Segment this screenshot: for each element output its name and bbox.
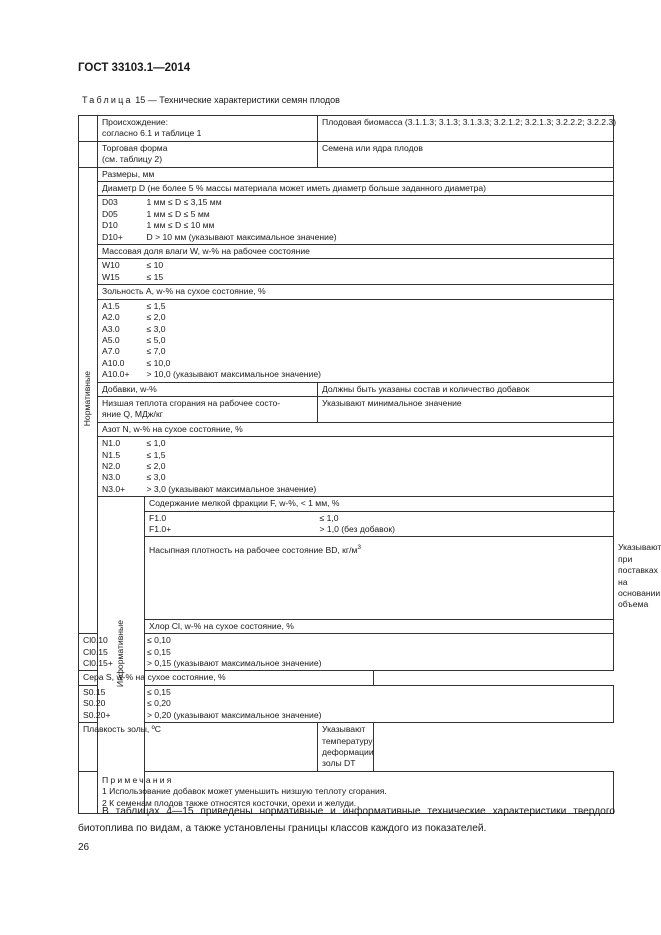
fines-header: Содержание мелкой фракции F, w-%, < 1 мм, %	[145, 497, 614, 511]
ash-codes: A1.5 A2.0 A3.0 A5.0 A7.0 A10.0 A10.0+	[98, 299, 145, 382]
size-header: Размеры, мм	[98, 167, 614, 181]
form-label-line-1: Торговая форма	[102, 142, 168, 153]
form-label	[98, 141, 318, 167]
ash-classes-row	[79, 299, 614, 382]
sulfur-header: Сера S, w-% на сухое состояние, %	[79, 671, 374, 685]
form-value: Семена или ядра плодов	[318, 141, 614, 167]
density-row: Насыпная плотность на рабочее состояние BD, $кг/м^3$ Указывают при поставках на основании объема	[79, 537, 614, 619]
body-paragraph: В таблицах 4—15 приведены нормативные и информативные технические характеристики твердого биотоплива по видам, а также установлены границы классов каждого из показателей.	[78, 806, 615, 834]
diameter-classes-row	[79, 196, 614, 245]
form-label-line-2: (см. таблицу 2)	[102, 154, 163, 165]
ash-header: Зольность A, w-% на сухое состояние, %	[98, 285, 614, 299]
ash-values: ≤ 1,5 ≤ 2,0 ≤ 3,0 ≤ 5,0 ≤ 7,0 ≤ 10,0 > 10,0 (указывают максимальное значение)	[145, 299, 614, 382]
moisture-header: Массовая доля влаги W, w-% на рабочее состояние	[98, 245, 614, 259]
sulfur-header-row	[79, 671, 614, 685]
moisture-classes-row	[79, 259, 614, 285]
density-label: Насыпная плотность на рабочее состояние BD, $кг/м^3$	[145, 537, 614, 619]
informative-group-label: Информативные	[98, 497, 145, 814]
chlorine-values: ≤ 0,10 ≤ 0,15 > 0,15 (указывают максимальное значение)	[145, 634, 614, 671]
spec-table	[78, 115, 661, 814]
origin-row	[79, 116, 614, 142]
chlorine-header-row	[79, 619, 614, 633]
calorific-row	[79, 396, 614, 422]
fines-header-row	[79, 497, 614, 511]
nitrogen-header-row	[79, 422, 614, 436]
additives-row	[79, 382, 614, 396]
origin-label	[98, 116, 318, 142]
fines-values: ≤ 1,0 > 1,0 (без добавок)	[318, 511, 614, 537]
ash-melt-row	[79, 723, 614, 772]
chlorine-classes-row	[79, 634, 614, 671]
document-title: ГОСТ 33103.1—2014	[78, 62, 191, 74]
ash-melt-label: Плавкость золы, ºС	[79, 723, 318, 772]
density-unit-sup: 3	[357, 544, 361, 552]
moisture-header-row	[79, 245, 614, 259]
fines-classes-row	[79, 511, 614, 537]
origin-value: Плодовая биомасса (3.1.1.3; 3.1.3; 3.1.3.3; 3.2.1.2; 3.2.1.3; 3.2.2.2; 3.2.2.3)	[318, 116, 614, 142]
note-1: 1 Использование добавок может уменьшить низшую теплоту сгорания.	[102, 786, 387, 797]
origin-label-line-2: согласно 6.1 и таблице 1	[102, 128, 202, 139]
blank-cell	[79, 116, 98, 142]
form-row	[79, 141, 614, 167]
additives-label: Добавки, w-%	[98, 382, 318, 396]
moisture-values: ≤ 10 ≤ 15	[145, 259, 614, 285]
chlorine-header: Хлор Cl, w-% на сухое состояние, %	[145, 619, 614, 633]
ash-melt-value: Указывают температуру деформации золы DT	[318, 723, 374, 772]
diameter-codes: D03 D05 D10 D10+	[98, 196, 145, 245]
normative-group-label: Нормативные	[79, 167, 98, 634]
nitrogen-header: Азот N, w-% на сухое состояние, %	[98, 422, 614, 436]
note-2: 2 К семенам плодов также относятся косточки, орехи и желуди.	[102, 797, 357, 808]
nitrogen-classes-row	[79, 437, 614, 497]
blank-cell	[79, 141, 98, 167]
nitrogen-codes: N1.0 N1.5 N2.0 N3.0 N3.0+	[98, 437, 145, 497]
nitrogen-values: ≤ 1,0 ≤ 1,5 ≤ 2,0 ≤ 3,0 > 3,0 (указывают максимальное значение)	[145, 437, 614, 497]
moisture-codes: W10 W15	[98, 259, 145, 285]
page-number: 26	[78, 842, 90, 853]
diameter-values: 1 мм ≤ D ≤ 3,15 мм 1 мм ≤ D ≤ 5 мм 1 мм ≤ D ≤ 10 мм D > 10 мм (указывают максимальное значение)	[145, 196, 614, 245]
chlorine-codes: Cl0.10 Cl0.15 Cl0.15+	[79, 634, 98, 671]
diameter-header: Диаметр D (не более 5 % массы материала может иметь диаметр больше заданного диаметра)	[98, 182, 614, 196]
size-header-row	[79, 167, 614, 181]
ash-header-row	[79, 285, 614, 299]
sulfur-classes-row	[79, 685, 614, 722]
fines-codes: F1.0 F1.0+	[145, 511, 318, 537]
sulfur-codes: S0.15 S0.20 S0.20+	[79, 685, 98, 722]
sulfur-values: ≤ 0,15 ≤ 0,20 > 0,20 (указывают максимальное значение)	[145, 685, 614, 722]
caption-text: 15 — Технические характеристики семян плодов	[132, 95, 340, 105]
origin-label-line-1: Происхождение:	[102, 117, 168, 127]
additives-value: Должны быть указаны состав и количество добавок	[318, 382, 614, 396]
calorific-value: Указывают минимальное значение	[318, 396, 614, 422]
diameter-header-row	[79, 182, 614, 196]
table-caption	[82, 95, 340, 105]
notes-title: Примечания	[102, 774, 174, 785]
caption-word: Таблица	[82, 95, 133, 105]
calorific-label: Низшая теплота сгорания на рабочее состо- яние Q, МДж/кг	[98, 396, 318, 422]
